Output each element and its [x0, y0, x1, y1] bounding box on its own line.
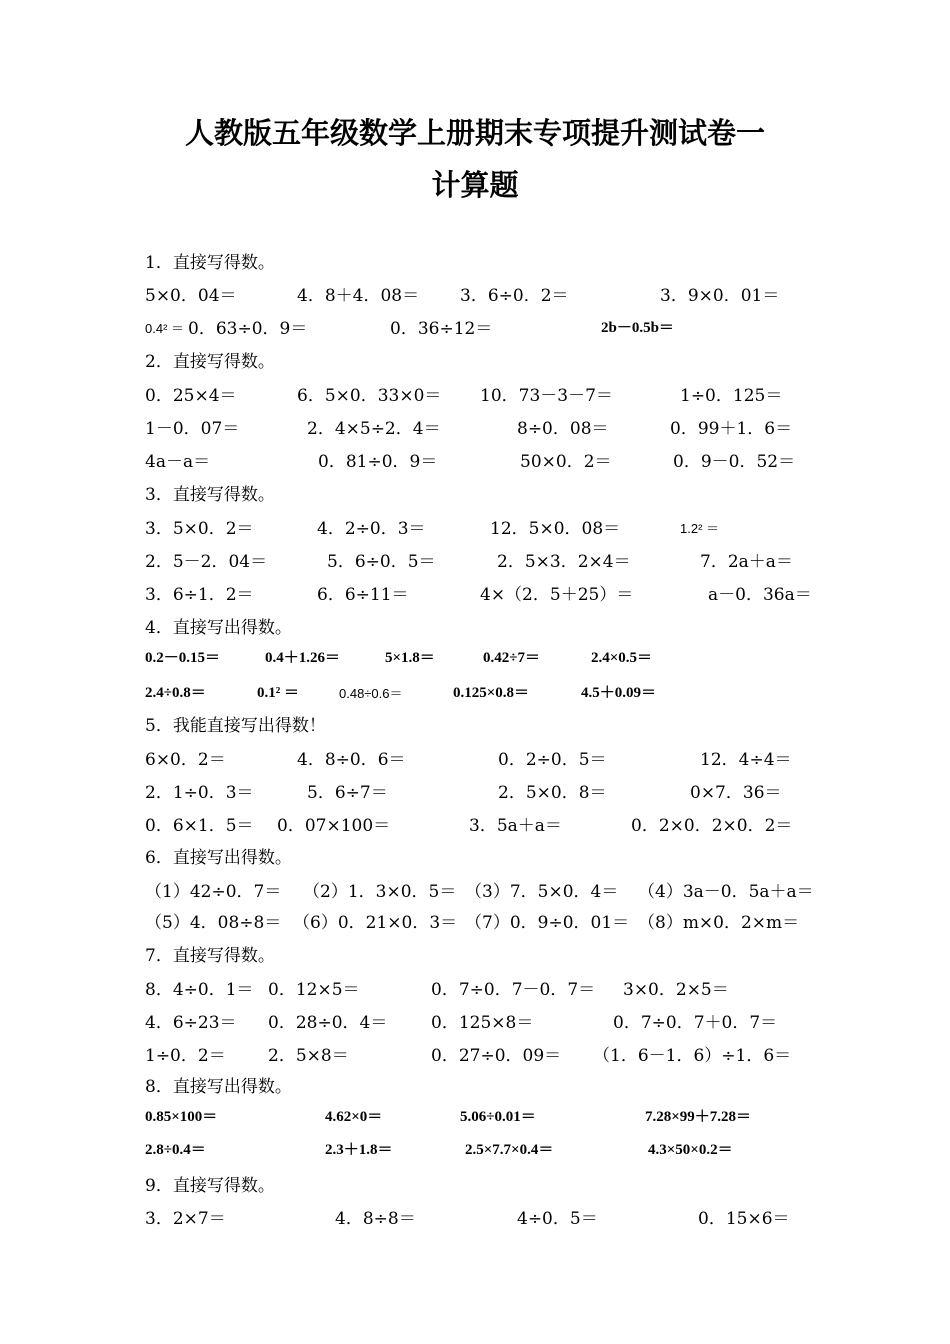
problem: 2．5×3．2×4＝ [497, 552, 631, 572]
problem: 0．63÷0．9＝ [188, 319, 308, 339]
problem: 12．4÷4＝ [700, 750, 792, 770]
problem: 3×0．2×5＝ [623, 980, 729, 1000]
problem: 2.3＋1.8＝ [325, 1142, 393, 1158]
problem: 4÷0．5＝ [517, 1209, 598, 1229]
problem: 2．5×8＝ [268, 1046, 349, 1066]
problem: 2.5×7.7×0.4＝ [465, 1142, 554, 1158]
problem: 0．125×8＝ [431, 1013, 534, 1033]
problem: （4）3a－0．5a＋a＝ [638, 882, 814, 902]
problem: 2．4×5÷2．4＝ [307, 419, 441, 439]
problem: 10．73－3－7＝ [480, 386, 613, 406]
problem: 4．8＋4．08＝ [297, 286, 420, 306]
problem: 0．15×6＝ [698, 1209, 790, 1229]
problem: 1－0．07＝ [145, 419, 240, 439]
problem: 0．28÷0．4＝ [268, 1013, 388, 1033]
problem: 8÷0．08＝ [517, 419, 609, 439]
problem: 0．6×1．5＝ [145, 816, 254, 836]
problem: 2b－0.5b＝ [601, 320, 674, 336]
problem: 4．8÷8＝ [335, 1209, 416, 1229]
problem: 5．6÷0．5＝ [327, 552, 436, 572]
section-heading: 8．直接写出得数。 [145, 1077, 292, 1097]
problem: 3．9×0．01＝ [660, 286, 780, 306]
problem: 7．2a＋a＝ [700, 552, 793, 572]
problem: （2）1．3×0．5＝ [303, 882, 457, 902]
problem: 4.5＋0.09＝ [581, 685, 657, 701]
problem: 0．99＋1．6＝ [670, 419, 793, 439]
section-heading: 5．我能直接写出得数！ [145, 716, 326, 736]
problem: 0.125×0.8＝ [453, 685, 530, 701]
section-heading: 2．直接写得数。 [145, 352, 275, 372]
problem: 4a－a＝ [145, 452, 211, 472]
problem: 0.4² ＝ [145, 321, 185, 336]
problem: 7.28×99＋7.28＝ [645, 1109, 752, 1125]
problem: 0.1² ＝ [257, 685, 299, 701]
problem: 0．7÷0．7－0．7＝ [431, 980, 596, 1000]
problem: 0.48÷0.6＝ [339, 686, 403, 701]
problem: 0．2÷0．5＝ [498, 750, 607, 770]
problem: 4．2÷0．3＝ [317, 519, 426, 539]
problem: （5）4．08÷8＝ [145, 913, 282, 933]
problem: 0.2－0.15＝ [145, 650, 221, 666]
problem: 0．07×100＝ [277, 816, 391, 836]
problem: （3）7．5×0．4＝ [465, 882, 619, 902]
problem: 5×1.8＝ [385, 650, 435, 666]
problem: 5.06÷0.01＝ [460, 1109, 536, 1125]
page-subtitle: 计算题 [431, 168, 519, 202]
problem: （1）42÷0．7＝ [145, 882, 282, 902]
problem: 0.42÷7＝ [483, 650, 540, 666]
problem: 0．27÷0．09＝ [431, 1046, 562, 1066]
problem: 1.2² ＝ [680, 521, 720, 536]
problem: 2.8÷0.4＝ [145, 1142, 206, 1158]
problem: 3．5a＋a＝ [469, 816, 562, 836]
section-heading: 7．直接写得数。 [145, 946, 275, 966]
section-heading: 9．直接写得数。 [145, 1176, 275, 1196]
problem: （7）0．9÷0．01＝ [465, 913, 630, 933]
problem: 2.4÷0.8＝ [145, 685, 206, 701]
problem: 5．6÷7＝ [307, 783, 388, 803]
section-heading: 3．直接写得数。 [145, 485, 275, 505]
problem: 6．5×0．33×0＝ [297, 386, 442, 406]
problem: （6）0．21×0．3＝ [293, 913, 458, 933]
problem: 4.62×0＝ [325, 1109, 383, 1125]
problem: 1÷0．2＝ [145, 1046, 226, 1066]
problem: 0.85×100＝ [145, 1109, 218, 1125]
problem: 0．7÷0．7＋0．7＝ [613, 1013, 778, 1033]
problem: 3．5×0．2＝ [145, 519, 254, 539]
page-title: 人教版五年级数学上册期末专项提升测试卷一 [184, 116, 765, 150]
problem: 4.3×50×0.2＝ [648, 1142, 733, 1158]
problem: 0．25×4＝ [145, 386, 237, 406]
problem: 4×（2．5＋25）＝ [480, 585, 634, 605]
problem: 3．6÷0．2＝ [460, 286, 569, 306]
problem: 1÷0．125＝ [680, 386, 783, 406]
section-heading: 6．直接写出得数。 [145, 848, 292, 868]
problem: 2．5－2．04＝ [145, 552, 268, 572]
problem: 2．5×0．8＝ [498, 783, 607, 803]
problem: 0.4＋1.26＝ [265, 650, 341, 666]
problem: 4．6÷23＝ [145, 1013, 237, 1033]
problem: 50×0．2＝ [520, 452, 612, 472]
problem: 6×0．2＝ [145, 750, 226, 770]
problem: 0．12×5＝ [268, 980, 360, 1000]
problem: 2．1÷0．3＝ [145, 783, 254, 803]
section-heading: 4．直接写出得数。 [145, 618, 292, 638]
problem: 0．81÷0．9＝ [318, 452, 438, 472]
problem: 0．2×0．2×0．2＝ [631, 816, 793, 836]
problem: 5×0．04＝ [145, 286, 237, 306]
problem: 6．6÷11＝ [317, 585, 409, 605]
problem: （1．6－1．6）÷1．6＝ [593, 1046, 792, 1066]
problem: 0．9－0．52＝ [673, 452, 796, 472]
problem: （8）m×0．2×m＝ [638, 913, 800, 933]
problem: 0×7．36＝ [690, 783, 782, 803]
problem: a－0．36a＝ [708, 585, 812, 605]
problem: 2.4×0.5＝ [591, 650, 653, 666]
problem: 0．36÷12＝ [390, 319, 493, 339]
section-heading: 1．直接写得数。 [145, 253, 275, 273]
problem: 3．6÷1．2＝ [145, 585, 254, 605]
problem: 8．4÷0．1＝ [145, 980, 254, 1000]
problem: 3．2×7＝ [145, 1209, 226, 1229]
problem: 12．5×0．08＝ [490, 519, 621, 539]
problem: 4．8÷0．6＝ [297, 750, 406, 770]
